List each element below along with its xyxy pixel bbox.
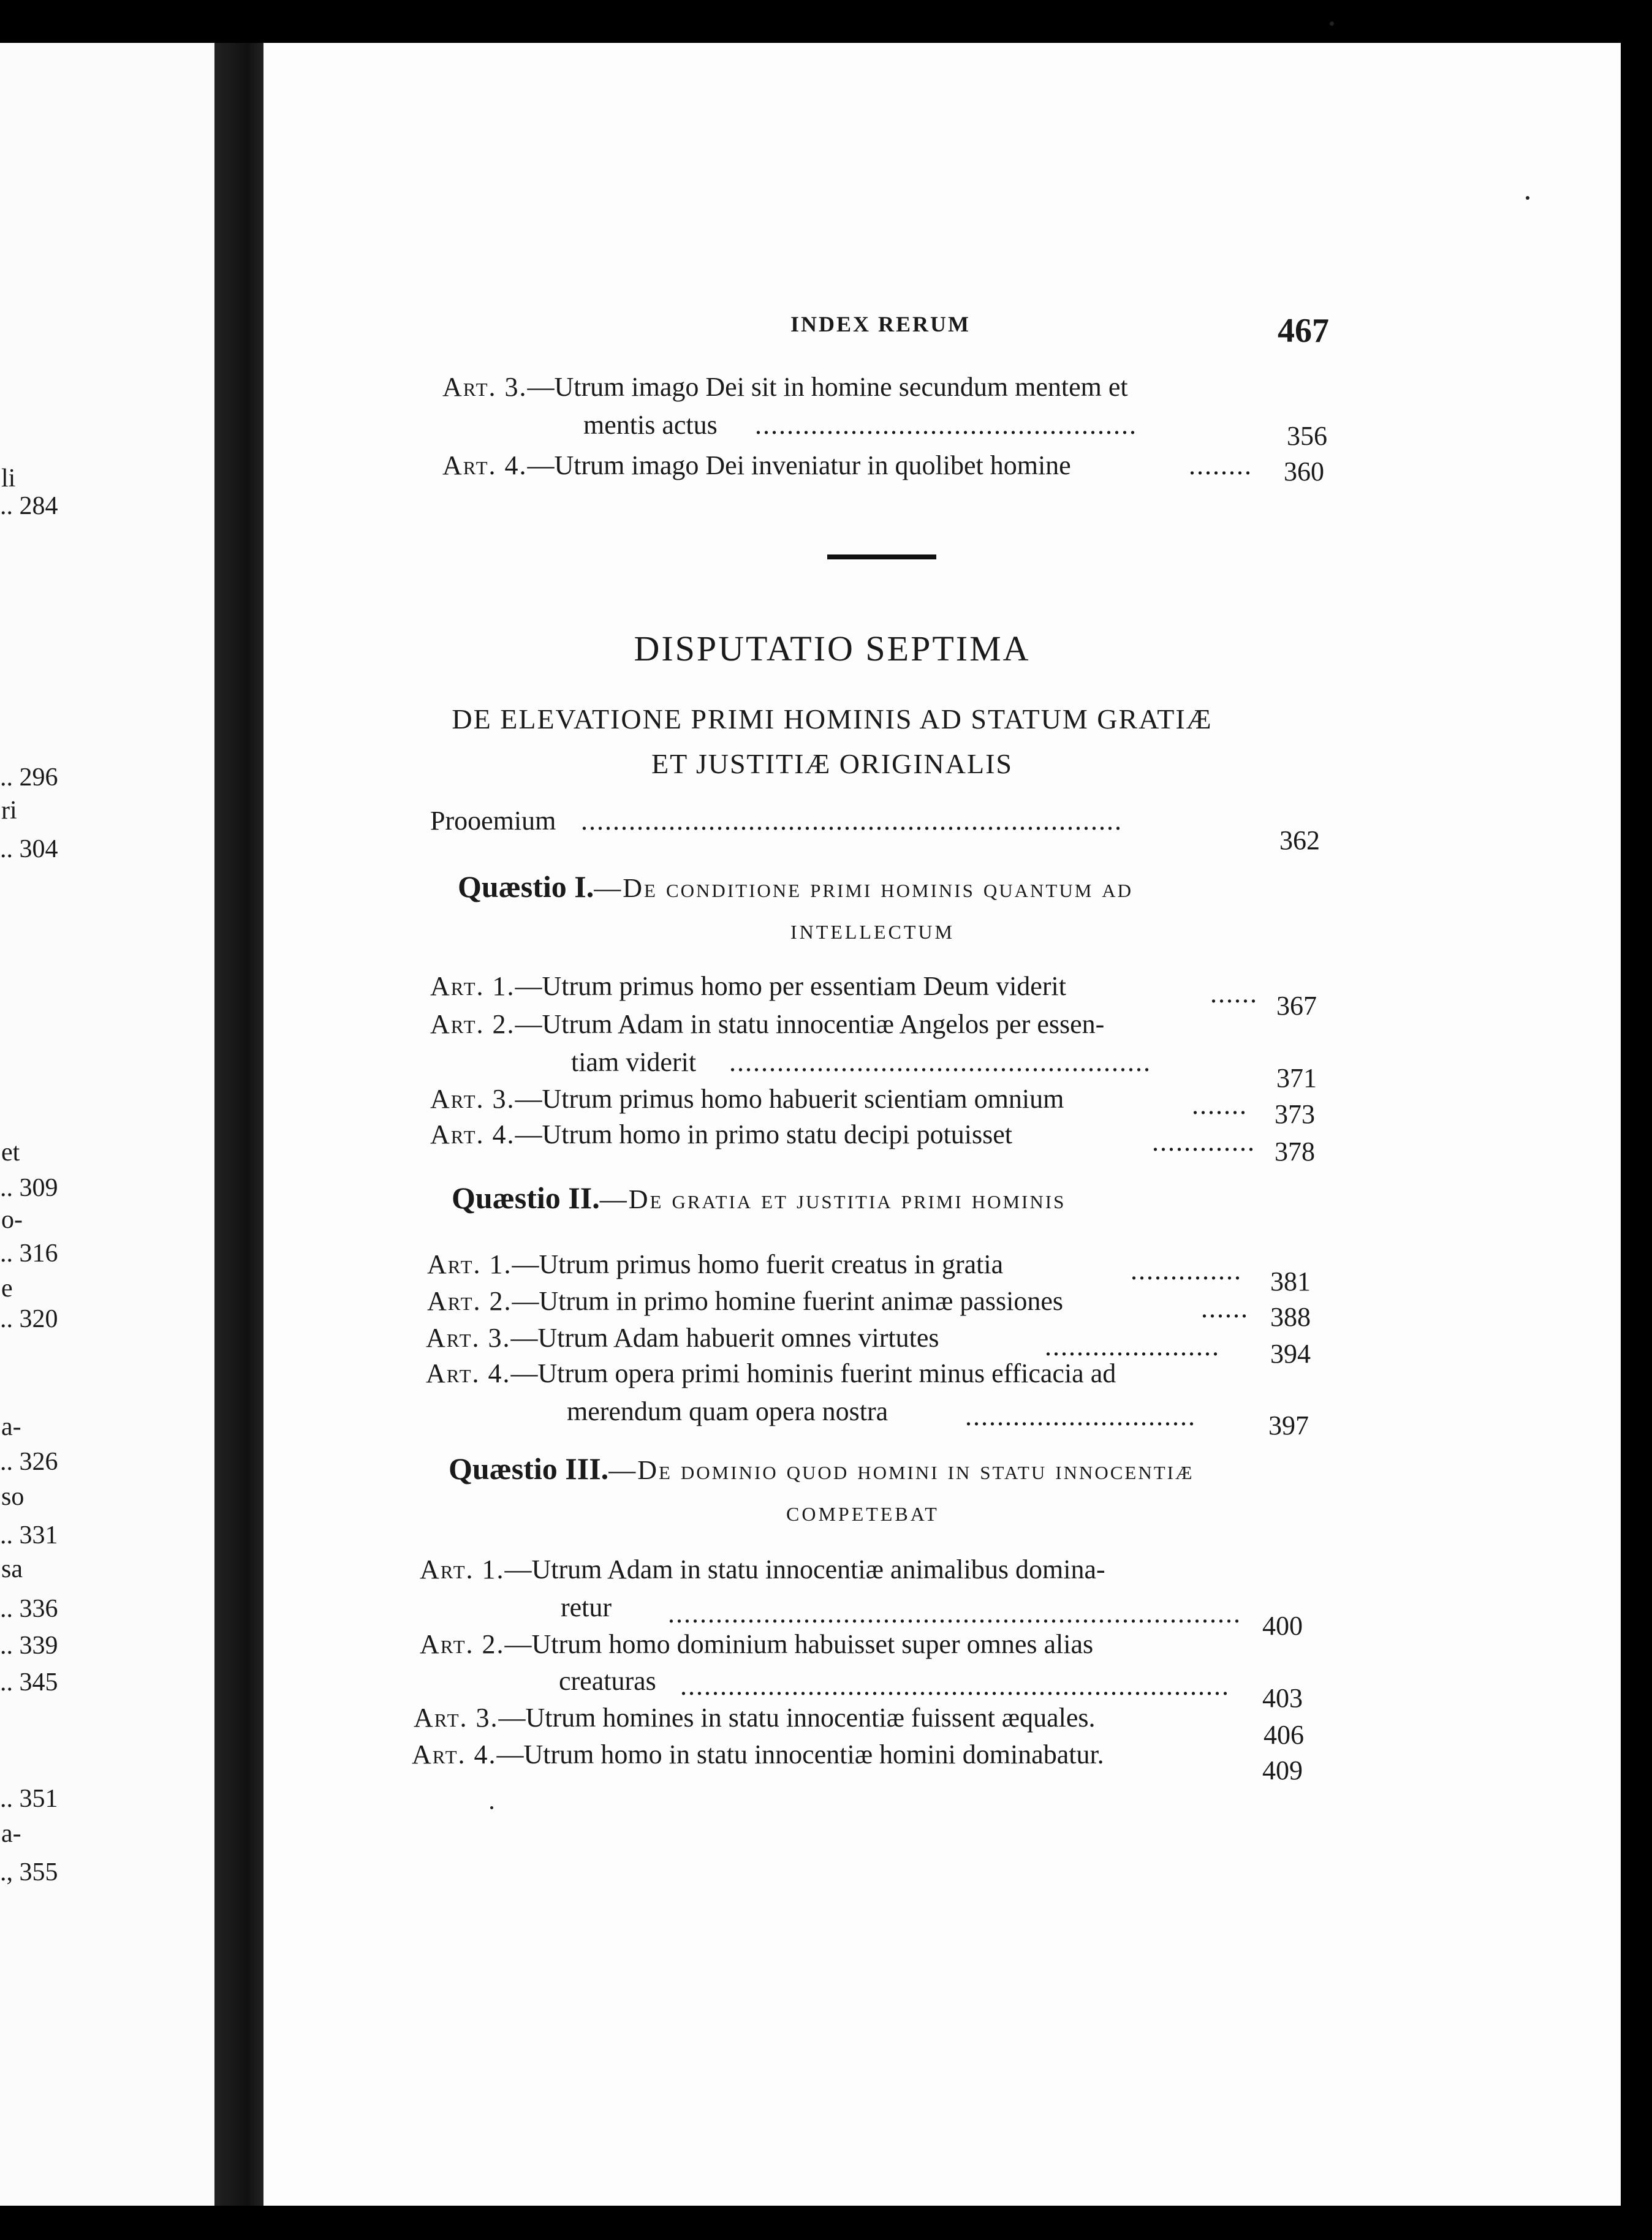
quaestio-heading: Quæstio II.—De gratia et justitia primi hominis	[452, 1181, 1066, 1215]
left-facing-page	[0, 43, 214, 2206]
section-rule	[827, 554, 936, 559]
left-fragment: li	[1, 464, 16, 493]
left-page-ref: .. 331	[0, 1521, 58, 1549]
index-entry: Art. 3.—Utrum imago Dei sit in homine secundum mentem et	[442, 372, 1128, 402]
entry-page-number: 360	[1284, 456, 1324, 486]
left-page-ref: .. 339	[0, 1632, 58, 1660]
leader-dots: ........	[1189, 452, 1252, 479]
index-entry-continuation: creaturas	[559, 1666, 656, 1696]
left-page-ref: .. 316	[0, 1239, 58, 1268]
left-page-ref: .. 304	[0, 835, 58, 863]
left-page-ref: .. 345	[0, 1668, 58, 1697]
scan-speck	[1330, 21, 1334, 26]
entry-page-number: 397	[1268, 1410, 1309, 1440]
index-entry-continuation: mentis actus	[583, 410, 718, 440]
entry-page-number: 394	[1270, 1339, 1311, 1369]
leader-dots: ......	[1201, 1295, 1249, 1322]
index-entry: Art. 2.—Utrum homo dominium habuisset super omnes alias	[420, 1629, 1094, 1659]
leader-dots: .....................................................	[729, 1049, 1151, 1076]
index-entry: Art. 1.—Utrum Adam in statu innocentiæ animalibus domina-	[420, 1554, 1105, 1584]
entry-page-number: 356	[1287, 421, 1327, 451]
left-fragment: sa	[1, 1555, 23, 1583]
section-subtitle: ET JUSTITIÆ ORIGINALIS	[651, 748, 1013, 779]
left-fragment: a-	[1, 1413, 21, 1441]
left-page-ref: .. 284	[0, 492, 58, 520]
index-entry: Art. 2.—Utrum Adam in statu innocentiæ Angelos per essen-	[430, 1009, 1105, 1039]
left-page-ref: .. 336	[0, 1595, 58, 1623]
index-entry: Art. 3.—Utrum homines in statu innocentiæ fuissent æquales.	[414, 1703, 1096, 1733]
scan-speck	[1526, 196, 1529, 200]
left-fragment: a-	[1, 1820, 21, 1848]
entry-page-number: 403	[1262, 1683, 1303, 1713]
entry-page-number: 400	[1262, 1611, 1303, 1641]
index-entry: Art. 1.—Utrum primus homo fuerit creatus in gratia	[427, 1249, 1004, 1279]
leader-dots: .......	[1192, 1092, 1248, 1119]
index-entry: Art. 2.—Utrum in primo homine fuerint animæ passiones	[427, 1286, 1063, 1316]
left-page-ref: .. 351	[0, 1785, 58, 1813]
entry-page-number: 409	[1262, 1755, 1303, 1785]
entry-page-number: 406	[1264, 1720, 1304, 1750]
leader-dots: ........................................................................	[668, 1600, 1241, 1627]
leader-dots: ................................................	[755, 412, 1137, 439]
index-entry: Art. 3.—Utrum primus homo habuerit scientiam omnium	[430, 1084, 1064, 1114]
index-entry: Art. 1.—Utrum primus homo per essentiam Deum viderit	[430, 971, 1066, 1001]
left-page-ref: .. 309	[0, 1174, 58, 1202]
leader-dots: ....................................................................	[581, 808, 1123, 834]
leader-dots: ......................	[1045, 1333, 1220, 1360]
entry-page-number: 362	[1279, 825, 1320, 855]
quaestio-heading-continuation: INTELLECTUM	[790, 921, 955, 943]
left-page-ref: .. 296	[0, 763, 58, 792]
section-title: DISPUTATIO SEPTIMA	[634, 629, 1031, 668]
index-entry: Art. 4.—Utrum imago Dei inveniatur in quolibet homine	[442, 450, 1071, 480]
index-entry-continuation: merendum quam opera nostra	[567, 1396, 889, 1426]
entry-page-number: 388	[1270, 1302, 1311, 1332]
entry-page-number: 367	[1276, 991, 1317, 1021]
book-gutter	[214, 43, 270, 2206]
index-entry: Art. 4.—Utrum homo in primo statu decipi potuisset	[430, 1119, 1013, 1149]
quaestio-heading: Quæstio III.—De dominio quod homini in statu innocentiæ	[449, 1451, 1194, 1486]
entry-page-number: 373	[1275, 1099, 1315, 1129]
left-fragment: ri	[1, 796, 17, 825]
prooemium-entry: Prooemium	[430, 806, 556, 836]
index-entry: Art. 4.—Utrum opera primi hominis fuerint minus efficacia ad	[426, 1358, 1116, 1388]
left-fragment: o-	[1, 1206, 23, 1234]
entry-page-number: 378	[1275, 1137, 1315, 1167]
entry-page-number: 381	[1270, 1266, 1311, 1296]
index-entry-continuation: tiam viderit	[571, 1047, 697, 1077]
index-entry: Art. 4.—Utrum homo in statu innocentiæ homini dominabatur.	[412, 1739, 1104, 1769]
left-fragment: e	[1, 1274, 13, 1303]
leader-dots: ..............	[1131, 1257, 1242, 1284]
quaestio-heading: Quæstio I.—De conditione primi hominis quantum ad	[458, 869, 1134, 904]
left-page-ref: .. 320	[0, 1305, 58, 1333]
scan-speck	[490, 1806, 493, 1809]
quaestio-heading-continuation: COMPETEBAT	[786, 1503, 939, 1525]
running-head: INDEX RERUM	[790, 312, 971, 336]
left-fragment: et	[1, 1138, 20, 1167]
left-fragment: so	[1, 1483, 25, 1511]
leader-dots: .............	[1152, 1129, 1256, 1156]
leader-dots: .....................................................................	[680, 1673, 1230, 1700]
index-entry: Art. 3.—Utrum Adam habuerit omnes virtutes	[426, 1323, 939, 1353]
section-subtitle: DE ELEVATIONE PRIMI HOMINIS AD STATUM GRATIÆ	[452, 703, 1213, 735]
page-number: 467	[1278, 312, 1329, 350]
leader-dots: .............................	[965, 1403, 1196, 1430]
left-page-ref: ., 355	[0, 1858, 58, 1886]
entry-page-number: 371	[1276, 1063, 1317, 1093]
left-page-ref: .. 326	[0, 1448, 58, 1476]
index-entry-continuation: retur	[561, 1592, 612, 1622]
leader-dots: ......	[1210, 980, 1258, 1007]
